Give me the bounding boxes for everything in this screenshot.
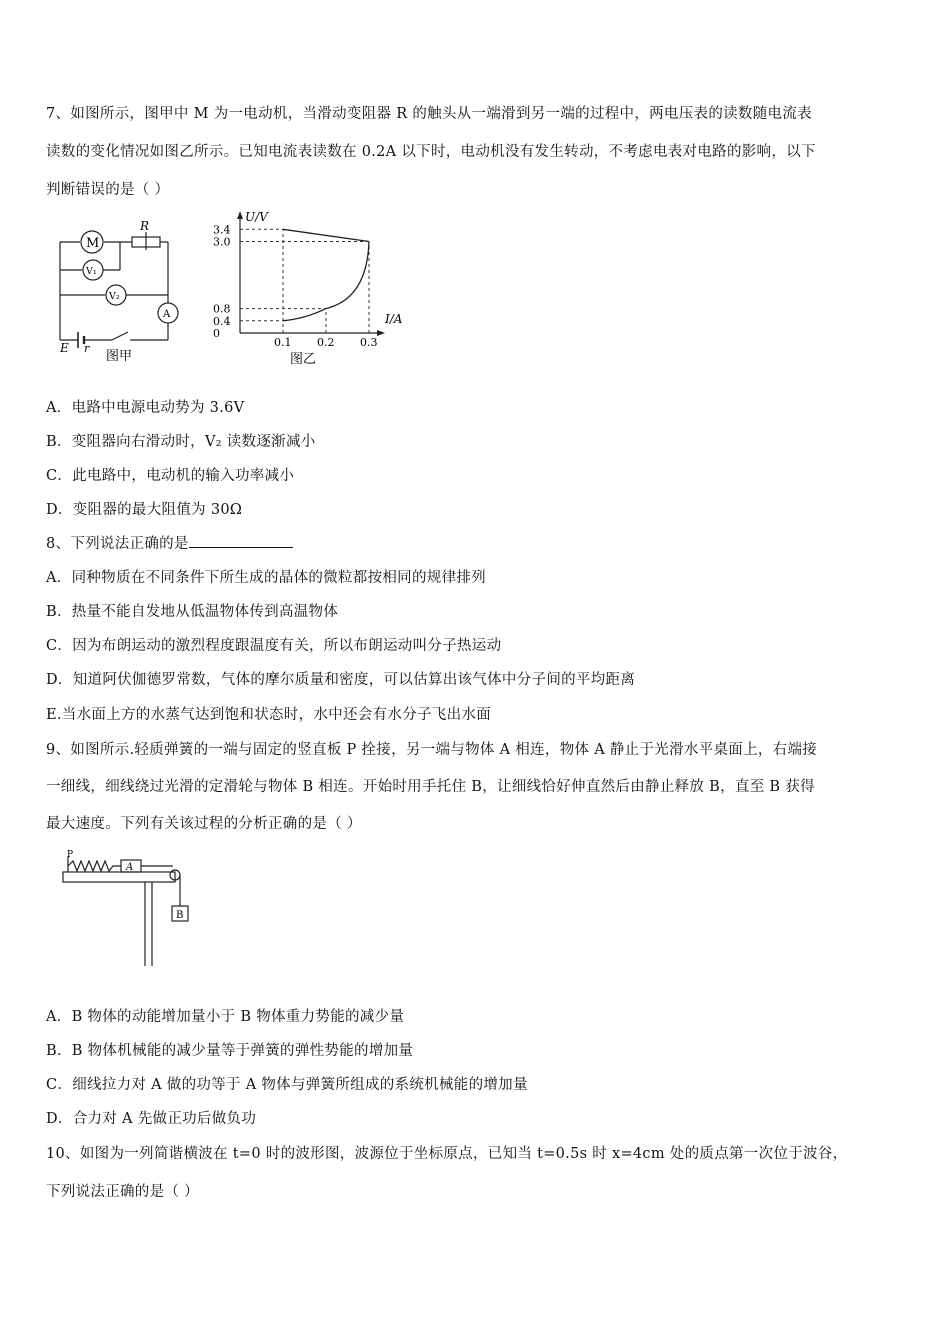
- q7-option-b: B．变阻器向右滑动时，V₂ 读数逐渐减小: [46, 434, 316, 450]
- q7-option-a: A．电路中电源电动势为 3.6V: [46, 400, 245, 416]
- q9-label-p: P: [67, 850, 74, 860]
- q7-chart-xtick-label: 0.1: [274, 336, 292, 349]
- q7-emf-label: E: [60, 341, 69, 355]
- q7-chart-xlabel: I/A: [385, 312, 403, 326]
- q8-option-c: C．因为布朗运动的激烈程度跟温度有关，所以布朗运动叫分子热运动: [46, 638, 502, 654]
- q7-v1-label: V₁: [86, 266, 97, 277]
- q7-fig-b-caption: 图乙: [290, 352, 317, 367]
- q7-stem-line-2: 读数的变化情况如图乙所示。已知电流表读数在 0.2A 以下时，电动机没有发生转动，不考虑电表对电路的影响，以下: [46, 144, 816, 160]
- q7-chart-ytick-label: 0.8: [213, 302, 231, 316]
- q7-chart-xtick-label: 0.2: [317, 336, 335, 349]
- q8-stem: [46, 532, 293, 553]
- q7-resistor-label: R: [140, 220, 150, 233]
- q8-stem-text: 8、下列说法正确的是: [46, 536, 189, 552]
- q8-option-a: A．同种物质在不同条件下所生成的晶体的微粒都按相同的规律排列: [46, 570, 486, 586]
- q8-option-b: B．热量不能自发地从低温物体传到高温物体: [46, 604, 339, 620]
- q9-option-b: B．B 物体机械能的减少量等于弹簧的弹性势能的增加量: [46, 1043, 414, 1059]
- q9-label-b: B: [176, 910, 184, 921]
- q7-chart-xtick-label: 0.3: [360, 336, 378, 349]
- q7-fig-a-caption: 图甲: [106, 349, 133, 364]
- q7-ui-chart: [205, 205, 420, 370]
- q7-internal-r-label: r: [84, 342, 90, 355]
- q9-label-a: A: [126, 862, 134, 873]
- q7-chart-ylabel: U/V: [245, 210, 268, 224]
- q9-option-d: D．合力对 A 先做正功后做负功: [46, 1111, 257, 1127]
- q9-option-a: A．B 物体的动能增加量小于 B 物体重力势能的减少量: [46, 1009, 405, 1025]
- q7-ammeter-label: A: [163, 309, 171, 320]
- q7-circuit-figure: [50, 220, 190, 365]
- q7-option-d: D．变阻器的最大阻值为 30Ω: [46, 502, 243, 518]
- q8-option-e: E.当水面上方的水蒸气达到饱和状态时，水中还会有水分子飞出水面: [46, 707, 491, 723]
- q9-stem-line-1: 9、如图所示.轻质弹簧的一端与固定的竖直板 P 拴接，另一端与物体 A 相连，物体 A 静止于光滑水平桌面上，右端接: [46, 742, 818, 758]
- q9-stem-line-2: 一细线，细线绕过光滑的定滑轮与物体 B 相连。开始时用手托住 B，让细线恰好伸直然后由静止释放 B，直至 B 获得: [46, 779, 815, 795]
- q9-option-c: C．细线拉力对 A 做的功等于 A 物体与弹簧所组成的系统机械能的增加量: [46, 1077, 528, 1093]
- q9-stem-line-3: 最大速度。下列有关该过程的分析正确的是（ ）: [46, 816, 362, 832]
- q7-stem-line-1: 7、如图所示，图甲中 M 为一电动机，当滑动变阻器 R 的触头从一端滑到另一端的过程中，两电压表的读数随电流表: [46, 106, 812, 122]
- q9-spring-pulley-figure: [55, 848, 205, 973]
- q7-chart-ytick-label: 3.0: [213, 235, 231, 249]
- q7-chart-ytick-label: 0.4: [213, 314, 231, 328]
- q7-chart-ytick-label: 3.4: [213, 223, 231, 237]
- q7-stem-line-3: 判断错误的是（ ）: [46, 182, 170, 198]
- q7-motor-label: M: [86, 236, 100, 251]
- q7-chart-series-upper: [283, 229, 369, 241]
- q7-chart-ytick-label: 0: [213, 327, 220, 340]
- q10-stem-line-2: 下列说法正确的是（ ）: [46, 1184, 199, 1200]
- q7-v2-label: V₂: [109, 291, 120, 302]
- q8-answer-blank: [189, 533, 293, 548]
- q8-option-d: D．知道阿伏伽德罗常数，气体的摩尔质量和密度，可以估算出该气体中分子间的平均距离: [46, 672, 636, 688]
- q7-option-c: C．此电路中，电动机的输入功率减小: [46, 468, 295, 484]
- q10-stem-line-1: 10、如图为一列简谐横波在 t=0 时的波形图，波源位于坐标原点，已知当 t=0.5s 时 x=4cm 处的质点第一次位于波谷，: [46, 1146, 848, 1162]
